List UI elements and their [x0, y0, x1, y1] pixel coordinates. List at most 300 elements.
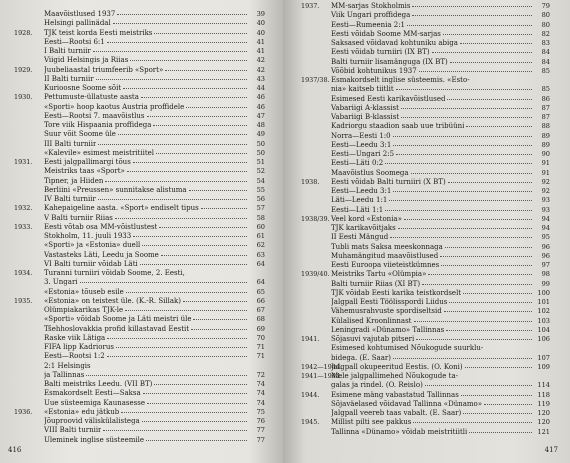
dot-leader	[432, 51, 532, 53]
toc-entry	[301, 400, 550, 409]
toc-entry-page: 71	[256, 352, 265, 361]
toc-entry-title: Läti—Leedu 1:1	[331, 196, 388, 205]
dot-leader	[412, 5, 532, 7]
toc-entry	[14, 408, 265, 417]
toc-entry	[14, 177, 265, 186]
toc-entry-page: 42	[256, 65, 265, 74]
toc-entry	[301, 372, 550, 381]
toc-entry-title: Berliini «Preussen» sunnitakse alistuma	[44, 185, 187, 194]
toc-entry	[301, 21, 550, 30]
toc-entry-title: III Balti turniir	[44, 139, 97, 148]
toc-entry	[301, 39, 550, 48]
dot-leader	[460, 42, 532, 44]
toc-entry	[301, 252, 550, 261]
toc-entry-page: 63	[256, 250, 265, 259]
toc-entry-title: Vabariigi A-klassist	[331, 103, 399, 112]
toc-entry-page: 114	[537, 381, 550, 390]
toc-entry-page: 99	[541, 279, 550, 288]
toc-entry-page: 60	[256, 222, 265, 231]
toc-entry-title: Jalgpall okupeeritud Eestis. (O. Koni)	[331, 362, 463, 371]
toc-entry	[14, 269, 265, 278]
toc-entry-page: 101	[537, 298, 550, 306]
dot-leader	[98, 143, 247, 145]
toc-entry-page: 77	[256, 426, 265, 435]
dot-leader	[441, 264, 532, 266]
dot-leader	[445, 246, 532, 248]
toc-entry	[14, 399, 265, 408]
dot-leader	[154, 32, 247, 34]
toc-entry-page: 120	[537, 409, 550, 417]
toc-entry-page: 88	[541, 122, 550, 131]
toc-entry-page: 102	[537, 307, 550, 316]
dot-leader	[103, 429, 247, 431]
toc-entry-year: 1941.	[301, 335, 320, 343]
toc-entry	[14, 149, 265, 158]
dot-leader	[193, 318, 247, 320]
toc-entry	[14, 66, 265, 75]
toc-entry-year: 1938/39.	[301, 214, 330, 223]
toc-entry-page: 57	[256, 204, 265, 213]
toc-entry	[301, 196, 550, 205]
toc-entry-page: 121	[537, 427, 550, 436]
toc-entry	[301, 335, 550, 344]
dot-leader	[121, 411, 247, 413]
toc-entry	[14, 84, 265, 93]
dot-leader	[393, 357, 532, 359]
toc-entry-page: 107	[537, 353, 550, 362]
toc-entry-year: 1944.	[301, 390, 320, 399]
toc-entry-page: 98	[541, 270, 550, 279]
toc-list-right	[301, 2, 550, 437]
toc-entry-page: 51	[256, 158, 265, 166]
dot-leader	[140, 263, 247, 265]
toc-entry-title: VIII Balti turniir	[44, 426, 102, 435]
toc-entry-year: 1935.	[14, 296, 33, 305]
dot-leader	[412, 14, 532, 16]
toc-entry-page: 93	[541, 205, 550, 214]
page-number-right: 417	[544, 446, 558, 454]
toc-entry	[14, 223, 265, 232]
toc-entry-title: Veel kord «Estonia»	[331, 214, 402, 223]
toc-entry-page: 56	[256, 195, 265, 203]
toc-entry-title: Muhamängitud maavõistlused	[331, 251, 439, 260]
dot-leader	[449, 301, 532, 303]
toc-entry	[14, 352, 265, 361]
dot-leader	[463, 292, 532, 294]
toc-entry-page: 91	[541, 168, 550, 177]
toc-entry-title: Kadriorgu staadion saab uue tribüüni	[331, 122, 465, 131]
toc-entry	[301, 104, 550, 113]
toc-entry	[14, 389, 265, 398]
dot-leader	[469, 431, 532, 433]
dot-leader	[428, 273, 532, 275]
toc-entry-title: Kahepaigeline aasta. «Sport» endiselt tipus	[44, 204, 199, 213]
toc-entry	[14, 195, 265, 204]
toc-entry-page: 42	[256, 56, 265, 65]
toc-entry-page: 87	[541, 103, 550, 112]
toc-entry-title: «Kalevile» esimest meistritiitel	[44, 148, 155, 157]
toc-entry	[14, 56, 265, 65]
toc-entry	[301, 76, 550, 85]
toc-entry	[14, 241, 265, 250]
toc-entry-page: 61	[256, 232, 265, 240]
toc-entry-title: Vastasteks Läti, Leedu ja Soome	[44, 250, 159, 259]
toc-entry-title: «Estonia» tõuseb esile	[44, 287, 124, 296]
toc-entry	[14, 38, 265, 47]
toc-entry-title: Tšehhoslovakkia profid killastavad Eestit	[44, 324, 190, 333]
toc-list-left	[14, 10, 265, 445]
toc-entry	[301, 169, 550, 178]
dot-leader	[147, 115, 247, 117]
toc-entry-page: 83	[541, 39, 550, 47]
toc-entry	[14, 19, 265, 28]
dot-leader	[443, 33, 532, 35]
dot-leader	[463, 412, 532, 414]
toc-entry	[14, 362, 265, 371]
toc-entry-page: 46	[256, 93, 265, 102]
toc-entry-page: 50	[256, 139, 265, 148]
toc-entry-page: 89	[541, 131, 550, 140]
dot-leader	[201, 207, 247, 209]
dot-leader	[153, 124, 247, 126]
toc-entry	[301, 391, 550, 400]
toc-entry-title: ja Tallinnas	[44, 370, 85, 379]
toc-entry	[14, 121, 265, 130]
toc-entry-title: Eesti võidab Balti turniiri (X BT)	[331, 177, 446, 186]
toc-entry	[301, 233, 550, 242]
toc-entry-page: 67	[256, 306, 265, 314]
toc-entry-title: Esmakordselt Eesti—Saksa	[44, 389, 141, 398]
toc-entry-title: Viik Ungari proffidega	[331, 11, 411, 20]
toc-entry-page: 82	[541, 29, 550, 38]
dot-leader	[133, 235, 247, 237]
toc-entry-title: Eesti—Rootsi 7. maavõistlus	[44, 111, 145, 120]
dot-leader	[414, 320, 533, 322]
toc-entry-page: 68	[256, 315, 265, 324]
toc-entry-title: Eesti võtab osa MM-võistlustest	[44, 222, 158, 231]
toc-entry-page: 97	[541, 261, 550, 269]
toc-entry-title: II Eesti Mängud	[331, 233, 389, 242]
toc-entry-title: Vähemusrahvuste spordiseltsid	[331, 307, 442, 316]
toc-entry-page: 74	[256, 389, 265, 398]
toc-entry-title: Helsingi pallinädal	[44, 19, 111, 28]
toc-entry	[301, 270, 550, 279]
dot-leader	[393, 190, 532, 192]
toc-entry-page: 75	[256, 407, 265, 416]
toc-entry	[301, 141, 550, 150]
toc-entry	[14, 47, 265, 56]
toc-entry-page: 90	[541, 150, 550, 158]
toc-entry	[301, 326, 550, 335]
toc-entry-year: 1929.	[14, 65, 33, 74]
toc-entry-page: 106	[537, 335, 550, 343]
dot-leader	[385, 162, 532, 164]
toc-entry-page: 70	[256, 333, 265, 342]
toc-entry-page: 77	[256, 435, 265, 444]
dot-leader	[126, 291, 247, 293]
right-page	[283, 0, 570, 463]
toc-entry-title: Kurioosne Soome sõit	[44, 84, 122, 92]
dot-leader	[416, 338, 532, 340]
dot-leader	[461, 394, 532, 396]
toc-entry-title: Uue süsteemiga Kaunasesse	[44, 398, 145, 407]
dot-leader	[419, 70, 532, 72]
toc-entry-title: Olümpiakarikas TJK-le	[44, 306, 124, 314]
dot-leader	[422, 283, 532, 285]
toc-entry-title: galas ja rindel. (O. Reislo)	[331, 381, 423, 390]
toc-entry-year: 1928.	[14, 28, 33, 37]
toc-entry-title: Eesti Euroopa viieteistkümnes	[331, 261, 440, 269]
toc-entry	[301, 289, 550, 298]
toc-entry	[14, 186, 265, 195]
toc-entry-title: VI Balti turniir võidab Läti	[44, 259, 138, 268]
toc-entry-year: 1931.	[14, 158, 33, 166]
toc-entry	[14, 288, 265, 297]
toc-entry-title: Norra—Eesti 1:0	[331, 131, 391, 140]
toc-entry-title: Eesti—Läti 0:2	[331, 159, 384, 168]
dot-leader	[118, 133, 247, 135]
toc-entry-year: 1937/38.	[301, 76, 330, 84]
toc-entry	[301, 363, 550, 372]
dot-leader	[393, 135, 532, 137]
toc-entry-year: 1939/40.	[301, 270, 330, 279]
toc-entry-title: «Sporti» ja «Estonia» duell	[44, 241, 141, 250]
toc-entry-page: 69	[256, 324, 265, 333]
toc-entry-year: 1942—1944.	[301, 362, 342, 371]
toc-entry	[14, 297, 265, 306]
dot-leader	[186, 106, 247, 108]
toc-entry-title: Jõuproovid väliskülalistega	[44, 417, 140, 425]
dot-leader	[133, 161, 247, 163]
toc-entry-title: Stokholm, 11. juuli 1933	[44, 232, 132, 240]
toc-entry-title: Tore viik Hispaania proffidega	[44, 121, 152, 129]
toc-entry-title: Üleminek inglise süsteemile	[44, 435, 144, 444]
dot-leader	[117, 13, 247, 15]
toc-entry-title: 2:1 Helsingis	[44, 361, 91, 370]
toc-entry-year: 1933.	[14, 222, 33, 231]
toc-entry	[14, 426, 265, 435]
dot-leader	[444, 310, 532, 312]
toc-entry	[301, 178, 550, 187]
toc-entry	[14, 130, 265, 139]
toc-entry-title: TJK võidab Eesti karika teistkordselt	[331, 288, 462, 297]
toc-entry	[14, 260, 265, 269]
toc-entry-title: IV Balti turniir	[44, 195, 96, 203]
toc-entry-title: Eesti—Rootsi 1:2	[44, 352, 105, 361]
page-number-left: 416	[8, 446, 22, 454]
toc-entry-page: 92	[541, 187, 550, 195]
toc-entry-title: Eesti võidab Soome MM-sarjas	[331, 29, 441, 38]
toc-entry-title: Eesti—Ungari 2:5	[331, 150, 395, 158]
dot-leader	[116, 346, 247, 348]
toc-entry	[301, 11, 550, 20]
toc-entry-year: 1930.	[14, 93, 33, 102]
dot-leader	[484, 403, 532, 405]
toc-entry-title: I Balti turniir	[44, 47, 91, 55]
dot-leader	[440, 255, 532, 257]
toc-entry	[301, 298, 550, 307]
dot-leader	[385, 209, 532, 211]
toc-entry-page: 104	[537, 325, 550, 334]
toc-entry-page: 87	[541, 113, 550, 121]
toc-entry-page: 85	[541, 85, 550, 94]
toc-entry-title: Balti turniir lisamänguga (IX BT)	[331, 57, 448, 66]
toc-entry-title: nia» kaitseb tiitlit	[331, 85, 394, 94]
toc-entry-title: Leningradi «Dünamo» Tallinnas	[331, 325, 445, 334]
toc-entry-page: 55	[256, 185, 265, 194]
toc-entry-year: 1938.	[301, 177, 320, 186]
toc-entry-title: Esimesed Eesti karikavõistlused	[331, 94, 446, 103]
toc-entry-title: Võõbid kohtunikus 1937	[331, 66, 417, 75]
toc-entry-page: 74	[256, 398, 265, 407]
toc-entry-title: Sõjasuvi vajutab pitseri	[331, 335, 415, 343]
dot-leader	[401, 107, 532, 109]
toc-entry	[14, 29, 265, 38]
dot-leader	[389, 199, 532, 201]
toc-entry-title: Mele jalgpallimehed Nõukogude ta-	[331, 372, 458, 380]
dot-leader	[159, 226, 247, 228]
toc-entry	[301, 2, 550, 11]
toc-entry	[14, 204, 265, 213]
toc-entry	[14, 436, 265, 445]
toc-entry-title: Eesti—Rumeenia 2:1	[331, 20, 406, 29]
toc-entry-page: 79	[541, 2, 550, 10]
toc-entry	[301, 344, 550, 353]
toc-entry-title: TJK teist korda Eesti meistriks	[44, 28, 153, 37]
toc-entry-title: II Balti turniir	[44, 74, 94, 83]
toc-entry-page: 64	[256, 259, 265, 268]
toc-entry	[301, 85, 550, 94]
toc-entry-page: 94	[541, 224, 550, 232]
dot-leader	[165, 69, 247, 71]
toc-entry-title: Jalgpall veereb taas vabalt. (E. Saar)	[331, 409, 462, 417]
toc-entry-page: 58	[256, 213, 265, 222]
dot-leader	[191, 328, 247, 330]
toc-entry-page: 54	[256, 176, 265, 185]
toc-entry-page: 76	[256, 417, 265, 425]
dot-leader	[189, 189, 247, 191]
dot-leader	[466, 125, 532, 127]
toc-entry	[301, 132, 550, 141]
toc-entry	[14, 325, 265, 334]
toc-entry-title: Maavõistlused 1937	[44, 10, 116, 18]
toc-entry-page: 49	[256, 130, 265, 139]
toc-entry	[301, 122, 550, 131]
toc-entry-title: Eesti—Leedu 3:1	[331, 140, 392, 149]
toc-entry-title: Juubeliaastal triumfeerib «Sport»	[44, 65, 164, 74]
toc-entry-page: 48	[256, 121, 265, 129]
toc-entry-page: 80	[541, 20, 550, 29]
toc-entry	[301, 113, 550, 122]
toc-entry	[301, 409, 550, 418]
toc-entry-title: Eesti—Rootsi 6:1	[44, 37, 105, 46]
toc-entry	[14, 93, 265, 102]
toc-entry-title: Tipner, ja Hiiden	[44, 176, 104, 185]
toc-entry	[14, 232, 265, 241]
toc-entry-page: 52	[256, 167, 265, 176]
dot-leader	[141, 96, 247, 98]
toc-entry-page: 118	[537, 390, 550, 399]
dot-leader	[80, 281, 247, 283]
toc-entry-page: 92	[541, 177, 550, 186]
toc-entry-title: «Sporti» võidab Soome ja Läti meistri üle	[44, 315, 192, 324]
toc-entry	[301, 354, 550, 363]
toc-entry-page: 119	[537, 399, 550, 408]
toc-entry	[301, 187, 550, 196]
dot-leader	[448, 181, 532, 183]
toc-entry-year: 1945.	[301, 418, 320, 427]
toc-entry	[301, 280, 550, 289]
toc-entry-title: Sõjaväelased võidavad Tallinna «Dünamo»	[331, 399, 483, 408]
toc-entry-page: 50	[256, 148, 265, 157]
dot-leader	[396, 88, 532, 90]
toc-entry-title: Esimene mäng vabastatud Tallinnas	[331, 390, 459, 399]
toc-entry	[14, 306, 265, 315]
toc-entry-title: bidega. (E. Saar)	[331, 353, 391, 362]
dot-leader	[447, 98, 532, 100]
toc-entry	[301, 67, 550, 76]
toc-entry-title: Eesti jalgpallimargi tõus	[44, 158, 131, 166]
toc-entry-title: Saksased võidavad kohtuniku abiga	[331, 39, 458, 47]
dot-leader	[161, 254, 247, 256]
toc-entry-page: 96	[541, 242, 550, 251]
toc-entry	[14, 103, 265, 112]
toc-entry	[301, 215, 550, 224]
toc-entry-page: 103	[537, 316, 550, 325]
toc-entry	[301, 159, 550, 168]
dot-leader	[401, 116, 532, 118]
toc-entry-title: «Estonia» on teistest üle. (K.-R. Sillak)	[44, 296, 182, 305]
toc-entry-year: 1934.	[14, 269, 33, 277]
toc-entry-page: 84	[541, 57, 550, 66]
toc-entry-title: 3. Ungari	[44, 278, 78, 287]
toc-entry	[301, 243, 550, 252]
toc-entry	[301, 206, 550, 215]
toc-entry	[14, 140, 265, 149]
dot-leader	[396, 153, 532, 155]
dot-leader	[411, 172, 532, 174]
dot-leader	[446, 329, 532, 331]
toc-entry-page: 46	[256, 102, 265, 111]
toc-entry-title: Turanni turniiri võidab Soome, 2. Eesti,	[44, 269, 185, 277]
toc-entry-page: 66	[256, 296, 265, 305]
toc-entry-page: 39	[256, 10, 265, 18]
toc-entry-title: Meistriks taas «Sport»	[44, 167, 125, 176]
toc-entry-title: Eesti—Läti 1:1	[331, 205, 384, 214]
toc-entry-title: Balti turniir Riias (XI BT)	[331, 279, 421, 288]
toc-entry-page: 41	[256, 47, 265, 55]
toc-entry-page: 74	[256, 380, 265, 388]
toc-entry	[301, 307, 550, 316]
toc-entry-page: 62	[256, 241, 265, 250]
dot-leader	[125, 309, 247, 311]
toc-entry-title: «Sporti» hoop kaotus Austria proffidele	[44, 102, 185, 111]
toc-entry-title: Külalised Kroonlinnast	[331, 316, 412, 325]
dot-leader	[398, 227, 532, 229]
toc-entry-page: 100	[537, 288, 550, 297]
toc-entry-page: 47	[256, 111, 265, 120]
toc-entry	[14, 315, 265, 324]
dot-leader	[156, 152, 247, 154]
toc-entry-page: 40	[256, 19, 265, 28]
toc-entry-title: MM-sarjas Stokholmis	[331, 2, 411, 10]
dot-leader	[465, 366, 532, 368]
toc-entry	[14, 251, 265, 260]
toc-entry-page: 109	[537, 362, 550, 371]
left-page	[0, 0, 283, 463]
dot-leader	[105, 180, 247, 182]
toc-entry	[301, 317, 550, 326]
